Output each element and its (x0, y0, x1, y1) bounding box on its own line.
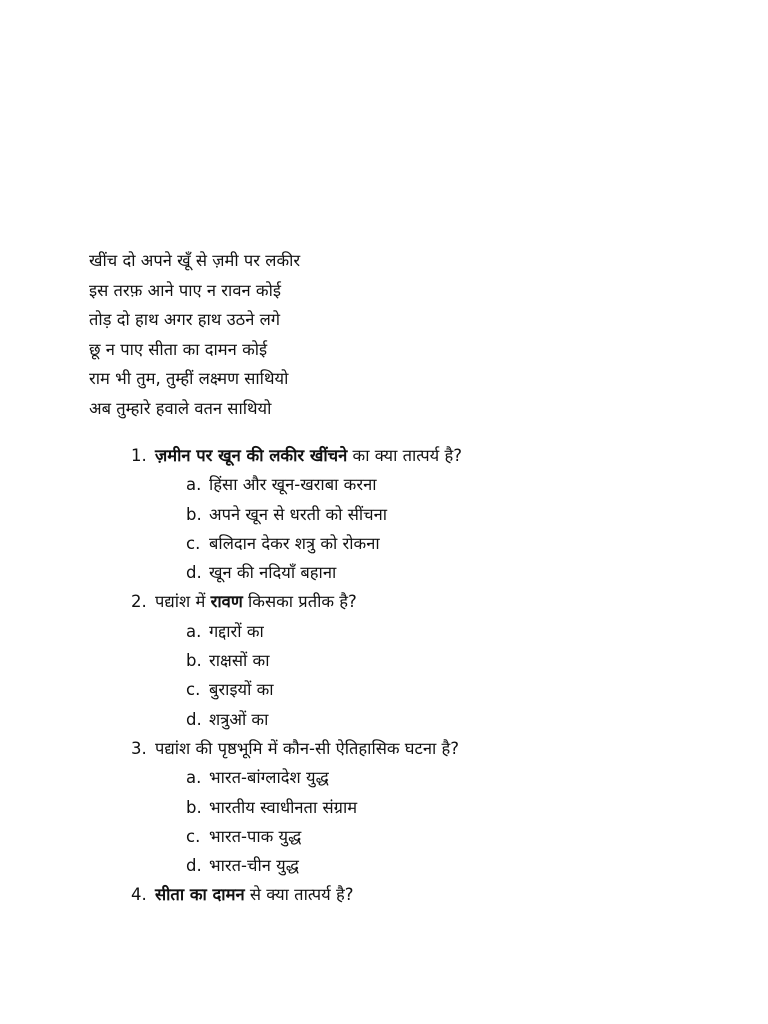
option-letter: c. (186, 826, 201, 846)
question-text (155, 587, 357, 616)
poem-stanza (89, 246, 569, 423)
option-2b (0, 646, 768, 675)
option-letter: a. (186, 475, 202, 495)
poem-line: तोड़ दो हाथ अगर हाथ उठने लगे (89, 310, 281, 329)
question-text (155, 734, 459, 763)
poem-line: इस तरफ़ आने पाए न रावन कोई (89, 280, 281, 300)
option-letter: d. (186, 563, 202, 583)
question-2 (0, 587, 768, 616)
question-text (155, 880, 354, 909)
option-text: भारत-बांग्लादेश युद्ध (209, 768, 329, 788)
option-3a (0, 763, 768, 792)
option-letter: b. (186, 797, 202, 817)
poem-line: खींच दो अपने खूँ से ज़मी पर लकीर (89, 251, 301, 270)
option-1a (0, 470, 768, 499)
question-1 (0, 441, 768, 470)
option-2c (0, 675, 768, 704)
question-text (155, 441, 462, 470)
question-rest: किसका प्रतीक है? (242, 592, 357, 612)
option-text: राक्षसों का (209, 651, 270, 671)
question-list (0, 441, 768, 910)
question-number: 1. (131, 446, 147, 465)
option-text: बुराइयों का (209, 680, 274, 700)
option-letter: a. (186, 621, 202, 641)
option-text: भारतीय स्वाधीनता संग्राम (209, 797, 358, 817)
poem-line: राम भी तुम, तुम्हीं लक्ष्मण साथियो (89, 369, 289, 388)
question-bold-phrase: रावण (210, 592, 243, 612)
question-4 (0, 880, 768, 909)
question-rest: से क्या तात्पर्य है? (244, 885, 354, 905)
option-text: अपने खून से धरती को सींचना (209, 504, 388, 524)
option-letter: b. (186, 504, 202, 524)
question-lead: पद्यांश में (155, 592, 211, 612)
question-rest: का क्या तात्पर्य है? (347, 446, 462, 465)
option-text: गद्दारों का (209, 621, 264, 641)
option-1c (0, 529, 768, 558)
option-letter: c. (186, 680, 201, 700)
option-3d (0, 851, 768, 880)
question-number: 2. (131, 592, 147, 612)
option-text: हिंसा और खून-खराबा करना (209, 475, 377, 495)
option-1b (0, 500, 768, 529)
option-letter: d. (186, 709, 202, 729)
option-text: बलिदान देकर शत्रु को रोकना (209, 533, 380, 553)
option-2a (0, 617, 768, 646)
option-text: भारत-पाक युद्ध (209, 826, 302, 846)
option-letter: b. (186, 651, 202, 671)
poem-line: छू न पाए सीता का दामन कोई (89, 339, 268, 359)
question-bold-phrase: ज़मीन पर खून की लकीर खींचने (155, 446, 348, 465)
option-letter: d. (186, 856, 202, 876)
question-3 (0, 734, 768, 763)
option-text: भारत-चीन युद्ध (209, 856, 299, 876)
option-3c (0, 822, 768, 851)
question-number: 4. (131, 885, 147, 905)
option-text: शत्रुओं का (209, 709, 269, 729)
poem-line: अब तुम्हारे हवाले वतन साथियो (89, 398, 272, 418)
question-bold-phrase: सीता का दामन (155, 885, 245, 905)
option-1d (0, 558, 768, 587)
question-rest: पद्यांश की पृष्ठभूमि में कौन-सी ऐतिहासिक घटना है? (155, 738, 460, 758)
option-letter: c. (186, 533, 201, 553)
option-text: खून की नदियाँ बहाना (209, 563, 337, 583)
question-number: 3. (131, 738, 147, 758)
option-3b (0, 793, 768, 822)
option-2d (0, 705, 768, 734)
option-letter: a. (186, 768, 202, 788)
